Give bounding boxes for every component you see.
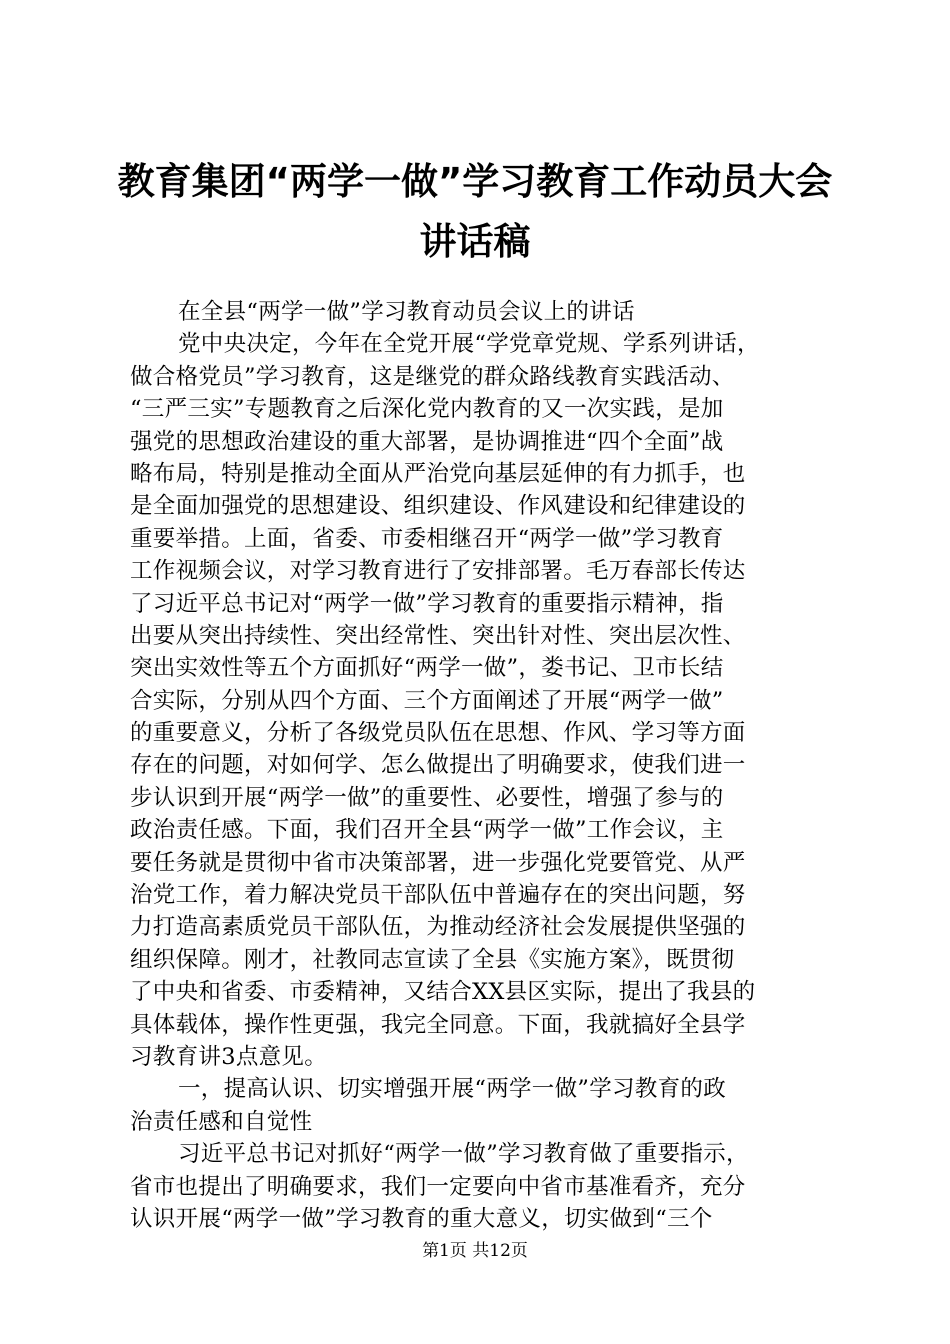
paragraph-line: 合实际，分别从四个方面、三个方面阐述了开展“两学一做” [130,687,724,714]
paragraph-line: 省市也提出了明确要求，我们一定要向中省市基准看齐，充分 [130,1173,746,1200]
document-title-line-1: 教育集团“两学一做”学习教育工作动员大会 [117,160,833,203]
paragraph-line: 重要举措。上面，省委、市委相继召开“两学一做”学习教育 [130,525,724,552]
paragraph-line: 要任务就是贯彻中省市决策部署，进一步强化党要管党、从严 [130,849,746,876]
paragraph-line: 力打造高素质党员干部队伍，为推动经济社会发展提供坚强的 [130,914,746,941]
paragraph-line: 做合格党员”学习教育，这是继党的群众路线教育实践活动、 [130,363,735,390]
section-heading-line: 治责任感和自觉性 [130,1108,313,1135]
paragraph-line: 具体载体，操作性更强，我完全同意。下面，我就搞好全县学 [130,1011,746,1038]
paragraph-line: “三严三实”专题教育之后深化党内教育的又一次实践，是加 [130,396,724,423]
paragraph-line: 突出实效性等五个方面抓好“两学一做”，娄书记、卫市长结 [130,655,724,682]
paragraph-line: 出要从突出持续性、突出经常性、突出针对性、突出层次性、 [130,622,746,649]
paragraph-line: 存在的问题，对如何学、怎么做提出了明确要求，使我们进一 [130,752,746,779]
paragraph-line: 是全面加强党的思想建设、组织建设、作风建设和纪律建设的 [130,493,746,520]
document-title-line-2: 讲话稿 [419,220,531,263]
paragraph-line: 认识开展“两学一做”学习教育的重大意义，切实做到“三个 [130,1205,713,1232]
paragraph-line: 了中央和省委、市委精神，又结合XX县区实际，提出了我县的 [130,979,756,1006]
paragraph-line: 治党工作，着力解决党员干部队伍中普遍存在的突出问题，努 [130,882,746,909]
paragraph-line: 强党的思想政治建设的重大部署，是协调推进“四个全面”战 [130,428,724,455]
paragraph-line: 习教育讲3点意见。 [130,1043,328,1070]
paragraph-line: 工作视频会议，对学习教育进行了安排部署。毛万春部长传达 [130,558,746,585]
paragraph-line: 了习近平总书记对“两学一做”学习教育的重要指示精神，指 [130,590,724,617]
page-number-footer: 第1页 共12页 [422,1241,528,1261]
paragraph-line: 党中央决定，今年在全党开展“学党章党规、学系列讲话， [178,331,760,358]
document-body [130,296,830,1235]
section-heading-line: 一，提高认识、切实增强开展“两学一做”学习教育的政 [178,1076,727,1103]
paragraph-line: 习近平总书记对抓好“两学一做”学习教育做了重要指示， [178,1141,749,1168]
subtitle-line: 在全县“两学一做”学习教育动员会议上的讲话 [178,299,635,325]
paragraph-line: 组织保障。刚才，社教同志宣读了全县《实施方案》，既贯彻 [130,946,735,973]
paragraph-line: 略布局，特别是推动全面从严治党向基层延伸的有力抓手，也 [130,460,746,487]
paragraph-line: 的重要意义，分析了各级党员队伍在思想、作风、学习等方面 [130,720,746,747]
paragraph-line: 政治责任感。下面，我们召开全县“两学一做”工作会议，主 [130,817,724,844]
paragraph-line: 步认识到开展“两学一做”的重要性、必要性，增强了参与的 [130,784,724,811]
